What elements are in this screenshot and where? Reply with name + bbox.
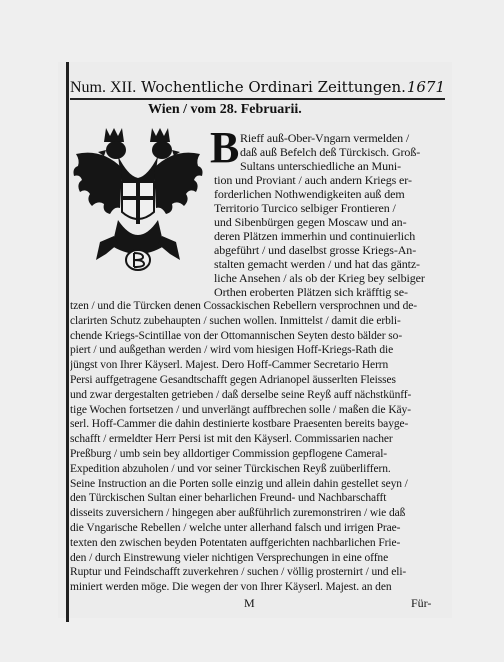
text-line: Sultans unterschiedliche an Muni- [240,159,401,173]
text-line: die Vngarische Rebellen / welche unter allerhand falsch und irrigen Prae- [70,522,401,534]
text-line: Expedition abzuholen / und vor seiner Türckischen Reyß zuüberliffern. [70,462,391,475]
text-line: Seine Instruction an die Porten solle einzig und allein dahin gestellet seyn / [70,477,408,490]
text-line: clarirten Schutz zubehaupten / suchen wollen. Inmittelst / damit die erbli- [70,314,401,327]
issue-number: Num. XII. [70,79,137,96]
text-line: liche Ansehen / als ob der Krieg bey selbiger [214,271,425,285]
text-line: piert / und außgethan werden / wird vom hiesigen Hoff-Kriegs-Rath die [70,344,394,357]
text-line: Orthen eroberten Plätzen sich kräfftig se- [214,285,408,299]
text-line: den / durch Einstrewung vieler nichtigen Versprechungen in eine offne [70,551,389,564]
text-line: stalten gemacht werden / und hat das gäntz- [214,257,420,271]
text-line: schafft / ermeldter Herr Persi ist mit den Käyserl. Commissarien nacher [70,433,393,446]
text-line: Territorio Turcico selbiger Frontieren / [214,201,396,215]
text-line: tige Wochen fortsetzen / und unverlängt auffbrechen solle / maßen die Käy- [70,403,411,416]
text-line: chende Kriegs-Scintillae von der Ottomannischen Seyten desto bälder so- [70,329,403,342]
catchword: Für- [411,596,432,610]
double-headed-eagle-icon [72,124,204,276]
masthead-title: Wochentliche Ordinari Zeittungen. [141,78,406,96]
text-line: texten den zwischen beyden Potentaten auffgerichten nachbarlichen Frie- [70,536,401,549]
text-line: Rieff auß-Ober-Vngarn vermelden / [240,131,410,145]
initial-letter: B [210,123,240,172]
text-line: deren Plätzen immerhin und continuierlich [214,229,416,243]
text-line: forderlichen Nothwendigkeiten auß dem [214,187,405,201]
text-line: daß auß Befelch deß Türckisch. Groß- [240,145,421,159]
text-line: Ruptur und Feindschafft zuverkehren / suchen / völlig prosternirt / und eli- [70,566,407,579]
text-line: miniert werden möge. Die wegen der von Ihrer Käyserl. Majest. an den [70,581,392,594]
dateline: Wien / vom 28. Februarii. [148,102,302,117]
text-line: und Sibenbürgen gegen Moscaw und an- [214,215,407,229]
text-line: disseits zuversichern / hingegen aber außführlich zuremonstriren / wie daß [70,507,406,520]
masthead [70,76,445,100]
text-line: jüngst von Ihrer Käyserl. Majest. Dero Hoff-Cammer Secretario Herrn [70,359,389,372]
signature-mark: M [244,596,255,610]
text-line: und zwar dergestalten getrieben / daß derselbe seine Reyß auff nächstkünff- [70,388,412,401]
text-line: tzen / und die Türcken denen Cossackischen Rebellern versprochnen und de- [70,300,417,312]
text-line: Preßburg / umb sein bey alldortiger Commission gepflogene Cameral- [70,448,388,460]
masthead-year: 1671 [406,78,445,96]
text-line: serl. Hoff-Cammer die dahin destinierte kostbare Praesenten bereits bayge- [70,418,409,431]
text-line: den Türckischen Sultan einer beharlichen Freund- und Nachbarschafft [70,492,387,505]
page-binding-edge [66,62,69,622]
text-line: abgeführt / und daselbst grosse Kriegs-An- [214,243,417,257]
text-line: Persi auffgetragene Gesandtschafft gegen Adrianopel äusserlten Fleisses [70,374,396,386]
text-line: tion und Proviant / auch andern Kriegs er- [214,173,412,187]
